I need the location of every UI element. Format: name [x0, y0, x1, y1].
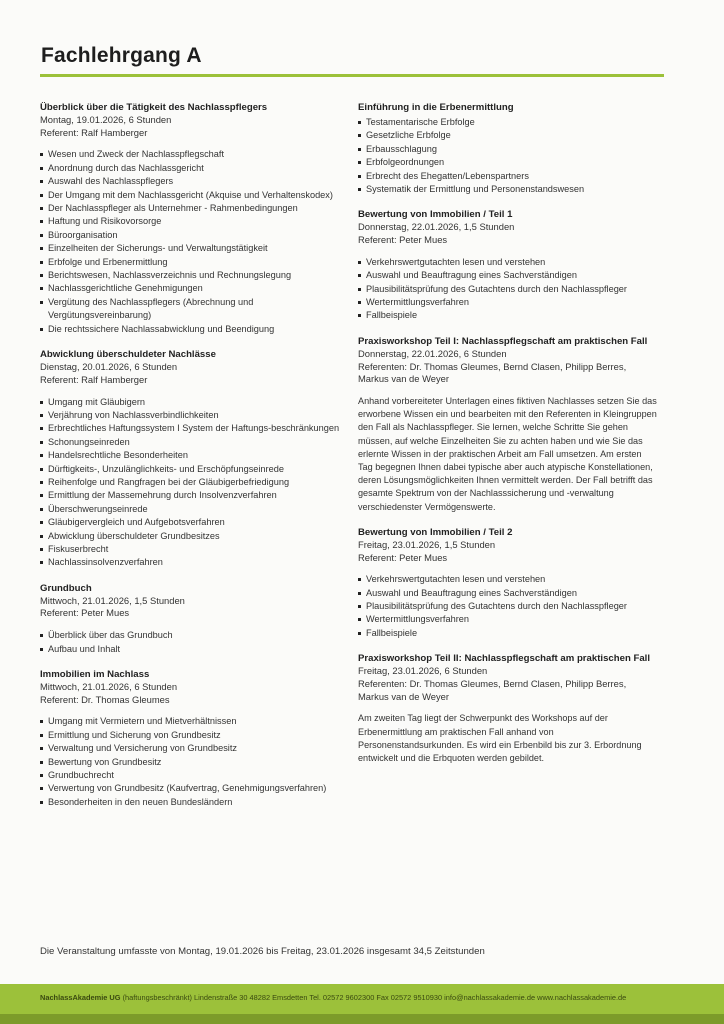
- topic-item: Gläubigervergleich und Aufgebotsverfahren: [40, 516, 340, 529]
- topic-item: Plausibilitätsprüfung des Gutachtens durch den Nachlasspfleger: [358, 283, 658, 296]
- course-section: [358, 526, 658, 640]
- topic-item: Besonderheiten in den neuen Bundesländern: [40, 796, 340, 809]
- topic-list: [358, 573, 658, 640]
- page-title: Fachlehrgang A: [41, 44, 202, 67]
- topic-item: Grundbuchrecht: [40, 769, 340, 782]
- topic-list: [40, 148, 340, 336]
- topic-item: Erbrecht des Ehegatten/Lebenspartners: [358, 170, 658, 183]
- topic-item: Dürftigkeits-, Unzulänglichkeits- und Erschöpfungseinrede: [40, 463, 340, 476]
- course-section: [40, 348, 340, 570]
- topic-item: Überschwerungseinrede: [40, 503, 340, 516]
- course-section: [358, 335, 658, 514]
- section-description: Am zweiten Tag liegt der Schwerpunkt des Workshops auf der Erbenermittlung am praktischen Fall anhand von Personenstandsurkunden. Es wird ein Erbenbild bis zur 3. Erbordnung entwickelt und die Erbquoten werden gebildet.: [358, 713, 642, 763]
- section-date: Mittwoch, 21.01.2026, 1,5 Stunden: [40, 594, 185, 606]
- section-title: Überblick über die Tätigkeit des Nachlasspflegers: [40, 102, 268, 113]
- topic-item: Nachlassinsolvenzverfahren: [40, 556, 340, 569]
- section-referent: Referent: Peter Mues: [358, 234, 448, 246]
- footer-details: (haftungsbeschränkt) Lindenstraße 30 48282 Emsdetten Tel. 02572 9602300 Fax 02572 9510930 info@nachlassakademie.de www.nachlassakademie.de: [120, 993, 627, 1002]
- topic-item: Testamentarische Erbfolge: [358, 116, 658, 129]
- topic-item: Wertermittlungsverfahren: [358, 296, 658, 309]
- topic-item: Verjährung von Nachlassverbindlichkeiten: [40, 409, 340, 422]
- right-column: [358, 101, 658, 777]
- topic-item: Der Umgang mit dem Nachlassgericht (Akquise und Verhaltenskodex): [40, 189, 340, 202]
- topic-list: [40, 396, 340, 570]
- topic-item: Gesetzliche Erbfolge: [358, 129, 658, 142]
- topic-item: Einzelheiten der Sicherungs- und Verwaltungstätigkeit: [40, 242, 340, 255]
- section-description: Anhand vorbereiteter Unterlagen eines fiktiven Nachlasses setzen Sie das erworbene Wissen ein und bearbeiten mit den Referenten in Kleingruppen den Fall als Nachlasspfleger. Sie lernen, welche Schritte Sie gehen müssen, auf welche Einzelheiten Sie zu achten haben und wie Sie das erlernte Wissen in der praktischen Arbeit am Fall umsetzen. Am ersten Tag begegnen Ihnen dabei typische aber auch atypische Konstellationen, deren Lösungsmöglichkeiten Ihnen vermittelt werden. Der Fall betrifft das gesamte Spektrum von der Nachlasssicherung und -verwaltung verschiedenster Vermögenswerte.: [358, 395, 657, 512]
- topic-item: Abwicklung überschuldeter Grundbesitzes: [40, 530, 340, 543]
- topic-item: Die rechtssichere Nachlassabwicklung und Beendigung: [40, 323, 340, 336]
- topic-item: Auswahl und Beauftragung eines Sachverständigen: [358, 269, 658, 282]
- topic-item: Auswahl des Nachlasspflegers: [40, 175, 340, 188]
- section-referent: Referenten: Dr. Thomas Gleumes, Bernd Clasen, Philipp Berres, Markus van de Weyer: [358, 677, 627, 702]
- topic-item: Auswahl und Beauftragung eines Sachverständigen: [358, 587, 658, 600]
- course-section: [358, 652, 658, 765]
- footer-address: [40, 993, 626, 1002]
- section-referent: Referent: Ralf Hamberger: [40, 373, 148, 385]
- topic-item: Fallbeispiele: [358, 309, 658, 322]
- section-date: Freitag, 23.01.2026, 1,5 Stunden: [358, 538, 496, 550]
- topic-item: Büroorganisation: [40, 229, 340, 242]
- course-section: [358, 208, 658, 322]
- topic-item: Erbfolge und Erbenermittlung: [40, 256, 340, 269]
- topic-item: Umgang mit Vermietern und Mietverhältnissen: [40, 715, 340, 728]
- section-date: Freitag, 23.01.2026, 6 Stunden: [358, 665, 488, 677]
- topic-item: Schonungseinreden: [40, 436, 340, 449]
- section-title: Immobilien im Nachlass: [40, 669, 150, 680]
- topic-item: Verwaltung und Versicherung von Grundbesitz: [40, 742, 340, 755]
- section-title: Bewertung von Immobilien / Teil 1: [358, 209, 513, 221]
- course-section: [40, 101, 340, 336]
- section-referent: Referent: Peter Mues: [40, 607, 130, 619]
- section-referent: Referent: Peter Mues: [358, 551, 448, 563]
- section-title: Abwicklung überschuldeter Nachlässe: [40, 349, 216, 361]
- topic-item: Verkehrswertgutachten lesen und verstehen: [358, 573, 658, 586]
- topic-item: Erbfolgeordnungen: [358, 156, 658, 169]
- topic-item: Fallbeispiele: [358, 627, 658, 640]
- duration-note: Die Veranstaltung umfasste von Montag, 19.01.2026 bis Freitag, 23.01.2026 insgesamt 34,5 Zeitstunden: [40, 946, 485, 957]
- topic-item: Wertermittlungsverfahren: [358, 613, 658, 626]
- topic-item: Fiskuserbrecht: [40, 543, 340, 556]
- topic-item: Systematik der Ermittlung und Personenstandswesen: [358, 183, 658, 196]
- topic-list: [40, 715, 340, 809]
- topic-list: [358, 256, 658, 323]
- section-referent: Referent: Ralf Hamberger: [40, 126, 148, 138]
- section-date: Dienstag, 20.01.2026, 6 Stunden: [40, 361, 178, 373]
- topic-item: Umgang mit Gläubigern: [40, 396, 340, 409]
- section-title: Grundbuch: [40, 582, 92, 594]
- topic-item: Erbrechtliches Haftungssystem I System der Haftungs-beschränkungen: [40, 422, 340, 435]
- footer-strip: [0, 1014, 724, 1024]
- topic-list: [40, 629, 340, 656]
- topic-item: Handelsrechtliche Besonderheiten: [40, 449, 340, 462]
- section-date: Donnerstag, 22.01.2026, 1,5 Stunden: [358, 221, 515, 233]
- section-title: Bewertung von Immobilien / Teil 2: [358, 526, 513, 538]
- topic-item: Verkehrswertgutachten lesen und verstehen: [358, 256, 658, 269]
- topic-item: Bewertung von Grundbesitz: [40, 756, 340, 769]
- topic-item: Plausibilitätsprüfung des Gutachtens durch den Nachlasspfleger: [358, 600, 658, 613]
- left-column: [40, 101, 340, 821]
- topic-item: Reihenfolge und Rangfragen bei der Gläubigerbefriedigung: [40, 476, 340, 489]
- topic-item: Wesen und Zweck der Nachlasspflegschaft: [40, 148, 340, 161]
- section-referent: Referent: Dr. Thomas Gleumes: [40, 693, 170, 705]
- section-referent: Referenten: Dr. Thomas Gleumes, Bernd Clasen, Philipp Berres, Markus van de Weyer: [358, 360, 627, 385]
- section-date: Mittwoch, 21.01.2026, 6 Stunden: [40, 681, 178, 692]
- section-title: Praxisworkshop Teil II: Nachlasspflegschaft am praktischen Fall: [358, 653, 650, 665]
- topic-item: Der Nachlasspfleger als Unternehmer - Rahmenbedingungen: [40, 202, 340, 215]
- topic-item: Nachlassgerichtliche Genehmigungen: [40, 282, 340, 295]
- topic-item: Überblick über das Grundbuch: [40, 629, 340, 642]
- footer-brand: NachlassAkademie UG: [40, 993, 121, 1002]
- topic-item: Vergütung des Nachlasspflegers (Abrechnung und Vergütungsvereinbarung): [40, 296, 340, 323]
- topic-item: Ermittlung und Sicherung von Grundbesitz: [40, 729, 340, 742]
- topic-item: Aufbau und Inhalt: [40, 643, 340, 656]
- topic-item: Verwertung von Grundbesitz (Kaufvertrag, Genehmigungsverfahren): [40, 782, 340, 795]
- section-date: Montag, 19.01.2026, 6 Stunden: [40, 114, 172, 125]
- course-section: [40, 582, 340, 656]
- topic-item: Anordnung durch das Nachlassgericht: [40, 162, 340, 175]
- section-date: Donnerstag, 22.01.2026, 6 Stunden: [358, 347, 507, 359]
- section-title: Einführung in die Erbenermittlung: [358, 102, 514, 113]
- topic-item: Haftung und Risikovorsorge: [40, 215, 340, 228]
- topic-item: Berichtswesen, Nachlassverzeichnis und Rechnungslegung: [40, 269, 340, 282]
- section-title: Praxisworkshop Teil I: Nachlasspflegschaft am praktischen Fall: [358, 335, 648, 347]
- topic-list: [358, 116, 658, 196]
- course-section: [40, 668, 340, 809]
- topic-item: Erbausschlagung: [358, 143, 658, 156]
- course-section: [358, 101, 658, 196]
- topic-item: Ermittlung der Massemehrung durch Insolvenzverfahren: [40, 489, 340, 502]
- title-rule: [40, 74, 664, 77]
